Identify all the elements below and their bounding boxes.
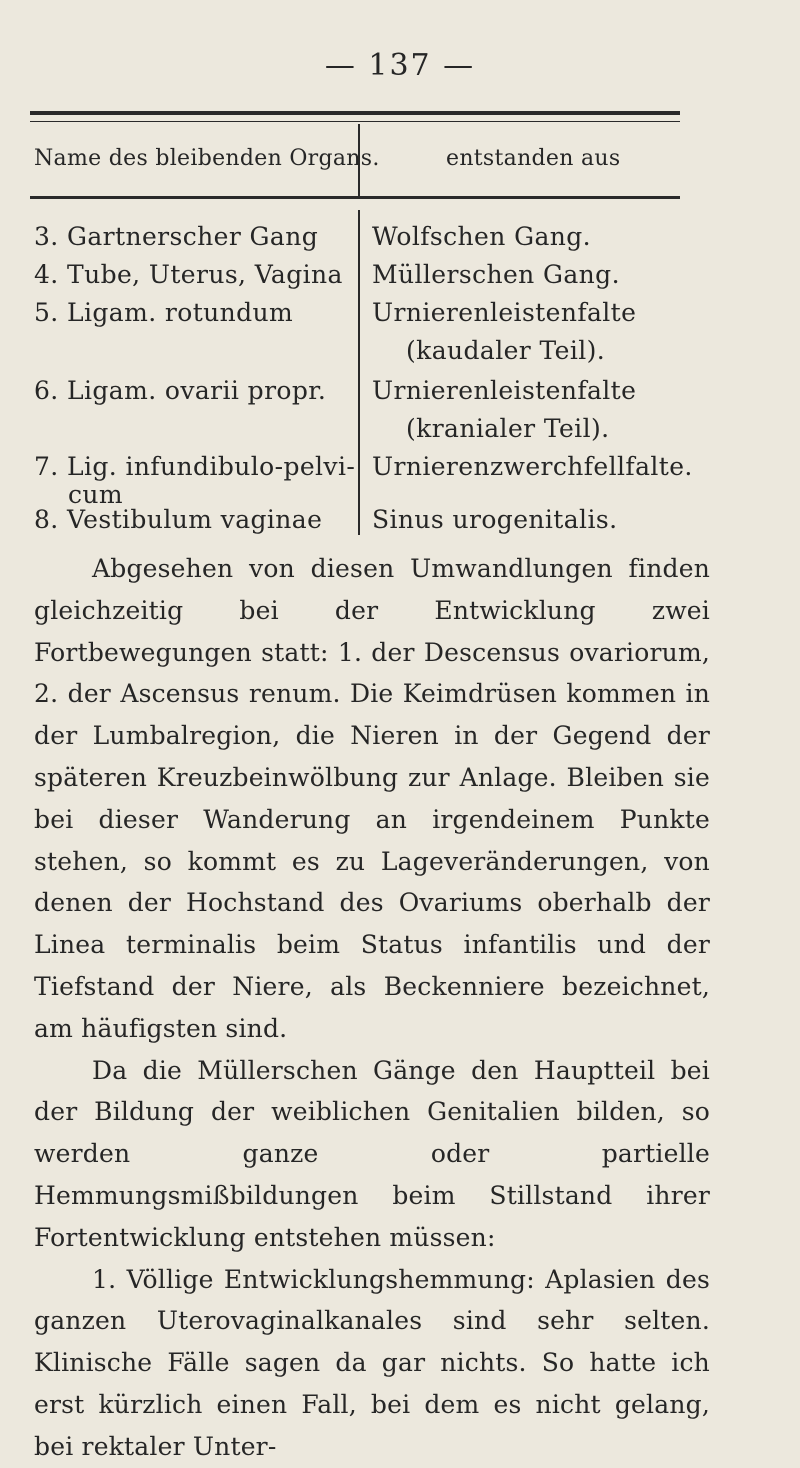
organ-name: 7. Lig. infundibulo-pelvi- (34, 452, 356, 481)
organ-name: 4. Tube, Uterus, Vagina (34, 260, 343, 289)
column-header-organ: Name des bleibenden Organs. (34, 146, 380, 171)
organ-name: 5. Ligam. rotundum (34, 298, 294, 327)
origin-name: Müllerschen Gang. (372, 260, 620, 289)
origin-name: Sinus urogenitalis. (372, 505, 618, 534)
paragraph: 1. Völlige Entwicklungshemmung: Aplasien des ganzen Uterovaginalkanales sind sehr selten. Klinische Fälle sagen da gar nichts. So hatte ich erst kürzlich einen Fall, bei dem es nicht gelang, bei rektaler Unter- (34, 1264, 710, 1461)
origin-name: Urnierenzwerchfellfalte. (372, 452, 693, 481)
origin-name-continuation: (kranialer Teil). (406, 414, 610, 443)
organ-name: 8. Vestibulum vaginae (34, 505, 323, 534)
origin-name-continuation: (kaudaler Teil). (406, 336, 606, 365)
origin-name: Urnierenleistenfalte (372, 298, 637, 327)
body-text (34, 548, 710, 1468)
organ-name: 3. Gartnerscher Gang (34, 222, 319, 251)
column-header-origin: entstanden aus (446, 146, 621, 171)
page-number: — 137 — (324, 48, 476, 83)
organ-name: 6. Ligam. ovarii propr. (34, 376, 327, 405)
organ-name-continuation: cum (68, 480, 124, 509)
origin-name: Wolfschen Gang. (372, 222, 592, 251)
origin-name: Urnierenleistenfalte (372, 376, 637, 405)
table-top-rule (30, 111, 680, 115)
paragraph: Abgesehen von diesen Umwandlungen finden gleichzeitig bei der Entwicklung zwei Fortbewegungen statt: 1. der Descensus ovariorum, 2. der Ascensus renum. Die Keimdrüsen kommen in der Lumbalregion, die Nieren in der Gegend der späteren Kreuzbeinwölbung zur Anlage. Bleiben sie bei dieser Wanderung an irgendeinem Punkte stehen, so kommt es zu Lageveränderungen, von denen der Hochstand des Ovariums oberhalb der Linea terminalis beim Status infantilis und der Tiefstand der Niere, als Beckenniere bezeichnet, am häufigsten sind. (34, 554, 710, 1043)
table-header-rule (30, 196, 680, 199)
paragraph: Da die Müllerschen Gänge den Hauptteil bei der Bildung der weiblichen Genitalien bilden, so werden ganze oder partielle Hemmungsmißbildungen beim Stillstand ihrer Fortentwicklung entstehen müssen: (34, 1055, 710, 1252)
table-column-divider (358, 210, 360, 535)
table-top-rule-thin (30, 121, 680, 122)
